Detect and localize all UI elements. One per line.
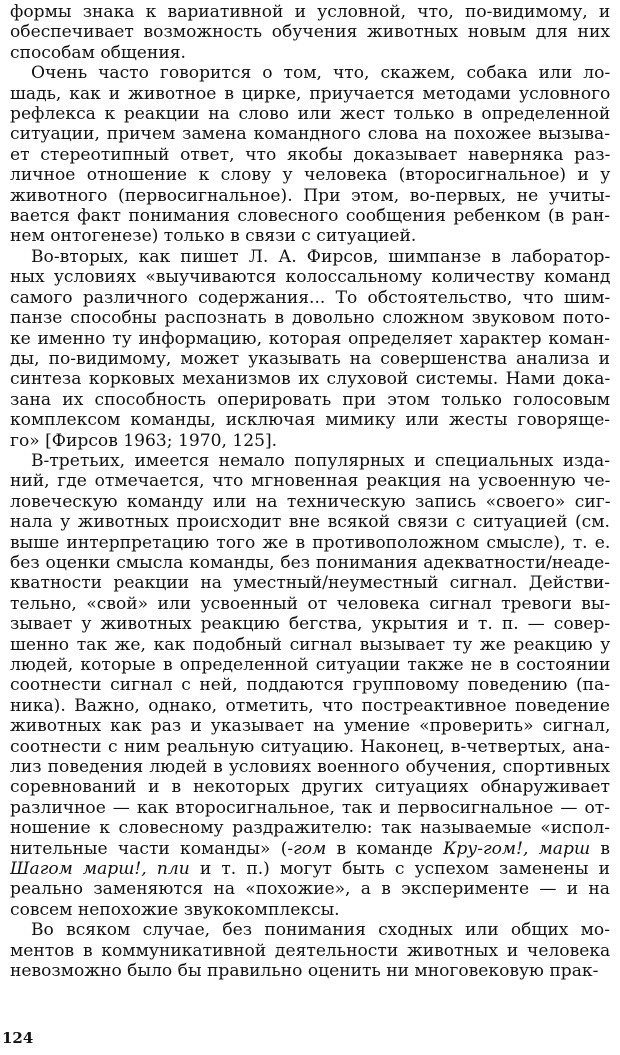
text-line: шадь, как и животное в цирке, приучается методами условного [10,83,611,104]
text-line: личное отношение к слову у человека (второсигнальное) и у [10,165,611,186]
paragraph [10,920,610,981]
text-line: нала у животных происходит вне всякой связи с ситуацией (см. [10,512,610,533]
paragraph [10,63,610,247]
text-line: Во-вторых, как пишет Л. А. Фирсов, шимпанзе в лаборатор- [31,246,611,267]
text-line: нительные части команды» (-гом в команде Кру-гом!, марш в [10,838,611,859]
text-line: синтеза корковых механизмов их слуховой системы. Нами дока- [10,369,611,390]
text-line: животного (первосигнальное). При этом, во-первых, не учиты- [10,185,611,206]
text-line: ды, по-видимому, может указывать на совершенства анализа и [10,348,610,369]
text-line: зана их способность оперировать при этом только голосовым [10,389,610,410]
text-line: соотнести с ним реальную ситуацию. Наконец, в-четвертых, ана- [10,736,611,757]
text-line: В-третьих, имеется немало популярных и специальных изда- [31,450,610,471]
text-line: животных как раз и указывает на умение «проверить» сигнал, [10,716,611,737]
text-line: реально заменяются на «похожие», а в эксперименте — и на [10,879,610,900]
paragraph [10,247,610,451]
text-line: вается факт понимания словесного сообщения ребенком (в ран- [10,206,610,227]
text-line: ных условиях «выучиваются колоссальному количеству команд [10,267,611,288]
text-line: ситуации, причем замена командного слова на похожее вызыва- [10,124,610,145]
text-line: соревнований и в некоторых других ситуациях обнаруживает [10,777,610,798]
text-line: Во всяком случае, без понимания сходных или общих мо- [31,920,610,941]
text-line: ний, где отмечается, что мгновенная реакция на усвоенную че- [10,471,611,492]
text-line: без оценки смысла команды, без понимания адекватности/неаде- [10,552,610,573]
text-line: людей, которые в определенной ситуации также не в состоянии [10,655,611,675]
text-line: зывает у животных реакцию бегства, укрытия и т. п. — совер- [10,614,611,635]
text-line: Очень часто говорится о том, что, скажем, собака или ло- [31,63,611,84]
text-line: способам общения. [10,42,186,63]
text-line: совсем непохожие звукокомплексы. [10,899,340,920]
text-line: панзе способны распознать в довольно сложном звуковом пото- [10,308,610,329]
page-number: 124 [2,1029,34,1047]
text-line: различное — как второсигнальное, так и первосигнальное — от- [10,797,610,818]
text-line: комплексом команды, исключая мимику или жесты говоряще- [10,410,611,431]
text-line: ника). Важно, однако, отметить, что постреактивное поведение [10,695,610,716]
text-line: шенно так же, как подобный сигнал вызывает ту же реакцию у [10,634,611,655]
text-line: невозможно было бы правильно оценить ни многовековую прак- [10,961,599,982]
paragraph [10,2,610,63]
text-line: рефлекса к реакции на слово или жест только в определенной [10,104,611,125]
text-line: формы знака к вариативной и условной, что, по-видимому, и [10,2,611,22]
text-line: соотнести сигнал с ней, поддаются групповому поведению (па- [10,675,610,696]
text-line: самого различного содержания... То обстоятельство, что шим- [10,287,611,308]
text-line: ловеческую команду или на техническую запись «своего» сиг- [10,491,611,512]
body-text [10,2,610,982]
text-line: ет стереотипный ответ, что якобы доказывает наверняка раз- [10,144,611,165]
text-line: выше интерпретацию того же в противоположном смысле), т. е. [10,532,611,553]
text-line: кватности реакции на уместный/неуместный сигнал. Действи- [10,573,610,594]
text-line: ношение к словесному раздражителю: так называемые «испол- [10,818,610,839]
text-line: ментов в коммуникативной деятельности животных и человека [10,940,611,961]
text-line: нем онтогенезе) только в связи с ситуацией. [10,226,417,247]
text-line: го» [Фирсов 1963; 1970, 125]. [10,430,278,451]
text-line: Шагом марш!, пли и т. п.) могут быть с успехом заменены и [10,859,610,880]
paragraph [10,451,610,920]
text-line: обеспечивает возможность обучения животных новым для них [10,22,610,43]
text-line: ке именно ту информацию, которая определяет характер коман- [10,328,610,349]
text-line: тельно, «свой» или усвоенный от человека сигнал тревоги вы- [10,593,611,614]
text-line: лиз поведения людей в условиях военного обучения, спортивных [10,757,610,778]
